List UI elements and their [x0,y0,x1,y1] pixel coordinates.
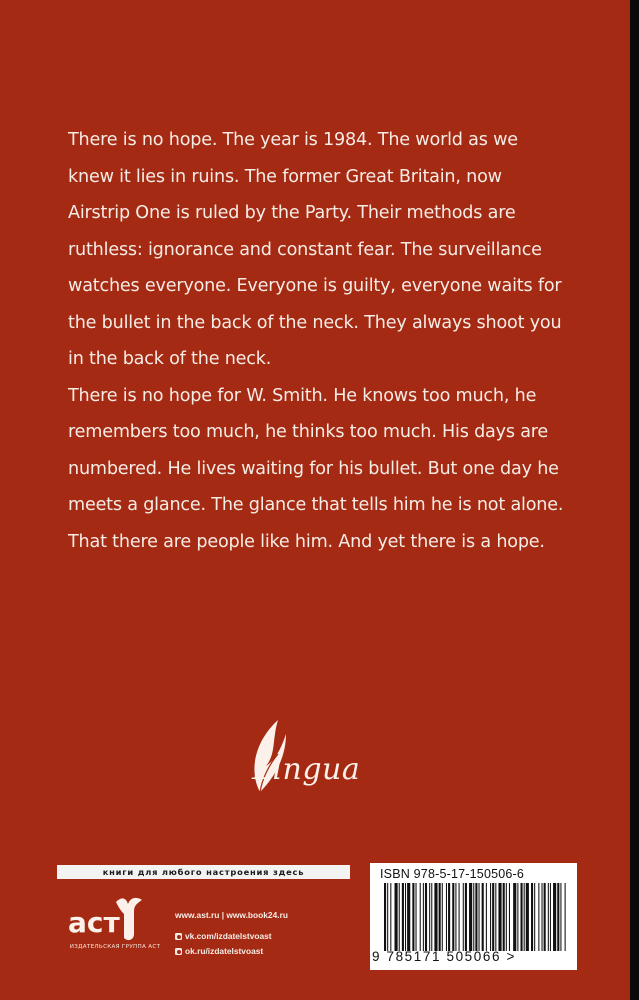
barcode-bar [387,883,388,951]
barcode-bar [517,883,518,951]
barcode-bar [531,883,533,951]
vk-icon [175,933,182,940]
barcode-bar [425,883,427,951]
barcode-bar [548,883,549,951]
barcode-bar [482,883,484,951]
barcode-bar [490,883,491,951]
ok-icon [175,948,182,955]
barcode-bar [390,883,391,951]
ok-link-row[interactable] [175,944,288,959]
ast-logo-text: аст [68,906,120,939]
barcode-bar [557,883,559,951]
barcode-bar [506,883,507,951]
barcode-bar [503,883,505,951]
ok-link[interactable]: ok.ru/izdatelstvoast [185,946,264,956]
imprint-name: Lingua [252,752,361,787]
slogan-banner: книги для любого настроения здесь [57,865,350,879]
blurb-paragraph-2: There is no hope for W. Smith. He knows too much, he remembers too much, he thinks too much. His days are numbered. He lives waiting for his bullet. But one day he meets a glance. The glance that tells him he is not alone. That there are people like him. And yet there is a hope. [68,385,564,552]
barcode-bar [395,883,398,951]
barcode-bar [479,883,480,951]
barcode-bar [431,883,432,951]
barcode-bar [486,883,487,951]
barcode-bar [469,883,472,951]
barcode-bar [524,883,525,951]
barcode-bar [495,883,496,951]
barcode-bar [412,883,414,951]
barcode-bar [473,883,474,951]
barcode-bar [434,883,437,951]
barcode-bar [538,883,539,951]
barcode-bar [448,883,450,951]
barcode-bar [439,883,441,951]
barcode-bar [463,883,464,951]
barcode [382,883,568,953]
barcode-bar [475,883,477,951]
barcode-bar [399,883,400,951]
barcode-bar [446,883,447,951]
barcode-bar [542,883,543,951]
blurb-text [68,122,568,560]
barcode-bar [442,883,443,951]
barcode-bar [455,883,456,951]
barcode-digits: 9 785171 505066 > [372,949,516,964]
barcode-bar [420,883,421,951]
barcode-bar [423,883,424,951]
barcode-bar [553,883,556,951]
website-links[interactable]: www.ast.ru | www.book24.ru [175,910,288,920]
publisher-links [175,908,288,959]
ast-logo [64,890,160,968]
barcode-bar [407,883,410,951]
barcode-bar [509,883,510,951]
barcode-bar [429,883,430,951]
barcode-bar [544,883,546,951]
lingua-logo [232,714,372,804]
barcode-bar [452,883,454,951]
blurb-paragraph-1: There is no hope. The year is 1984. The world as we knew it lies in ruins. The former Great Britain, now Airstrip One is ruled by the Party. Their methods are ruthless: ignorance and constant fear. The surveillance watches everyone. Everyone is guilty, everyone waits for the bullet in the back of the neck. They always shoot you in the back of the neck. [68,130,562,369]
barcode-bar [492,883,494,951]
isbn-text: ISBN 978-5-17-150506-6 [380,867,525,881]
spine-edge [630,0,639,1000]
barcode-bar [513,883,516,951]
barcode-bar [416,883,417,951]
barcode-bar [402,883,404,951]
barcode-bar [526,883,529,951]
publisher-subtitle: ИЗДАТЕЛЬСКАЯ ГРУППА АСТ [69,944,161,950]
vk-link[interactable]: vk.com/izdatelstvoast [185,931,272,941]
barcode-bar [405,883,406,951]
barcode-bar [498,883,501,951]
barcode-bar [521,883,523,951]
ast-logo-mark [64,890,160,946]
barcode-bar [384,883,386,951]
barcode-bar [565,883,566,951]
isbn-barcode-panel [370,863,577,970]
barcode-bar [465,883,467,951]
barcode-bar [560,883,561,951]
barcode-bar [459,883,460,951]
barcode-bar [534,883,535,951]
vk-link-row[interactable] [175,929,288,944]
barcode-bar [550,883,551,951]
